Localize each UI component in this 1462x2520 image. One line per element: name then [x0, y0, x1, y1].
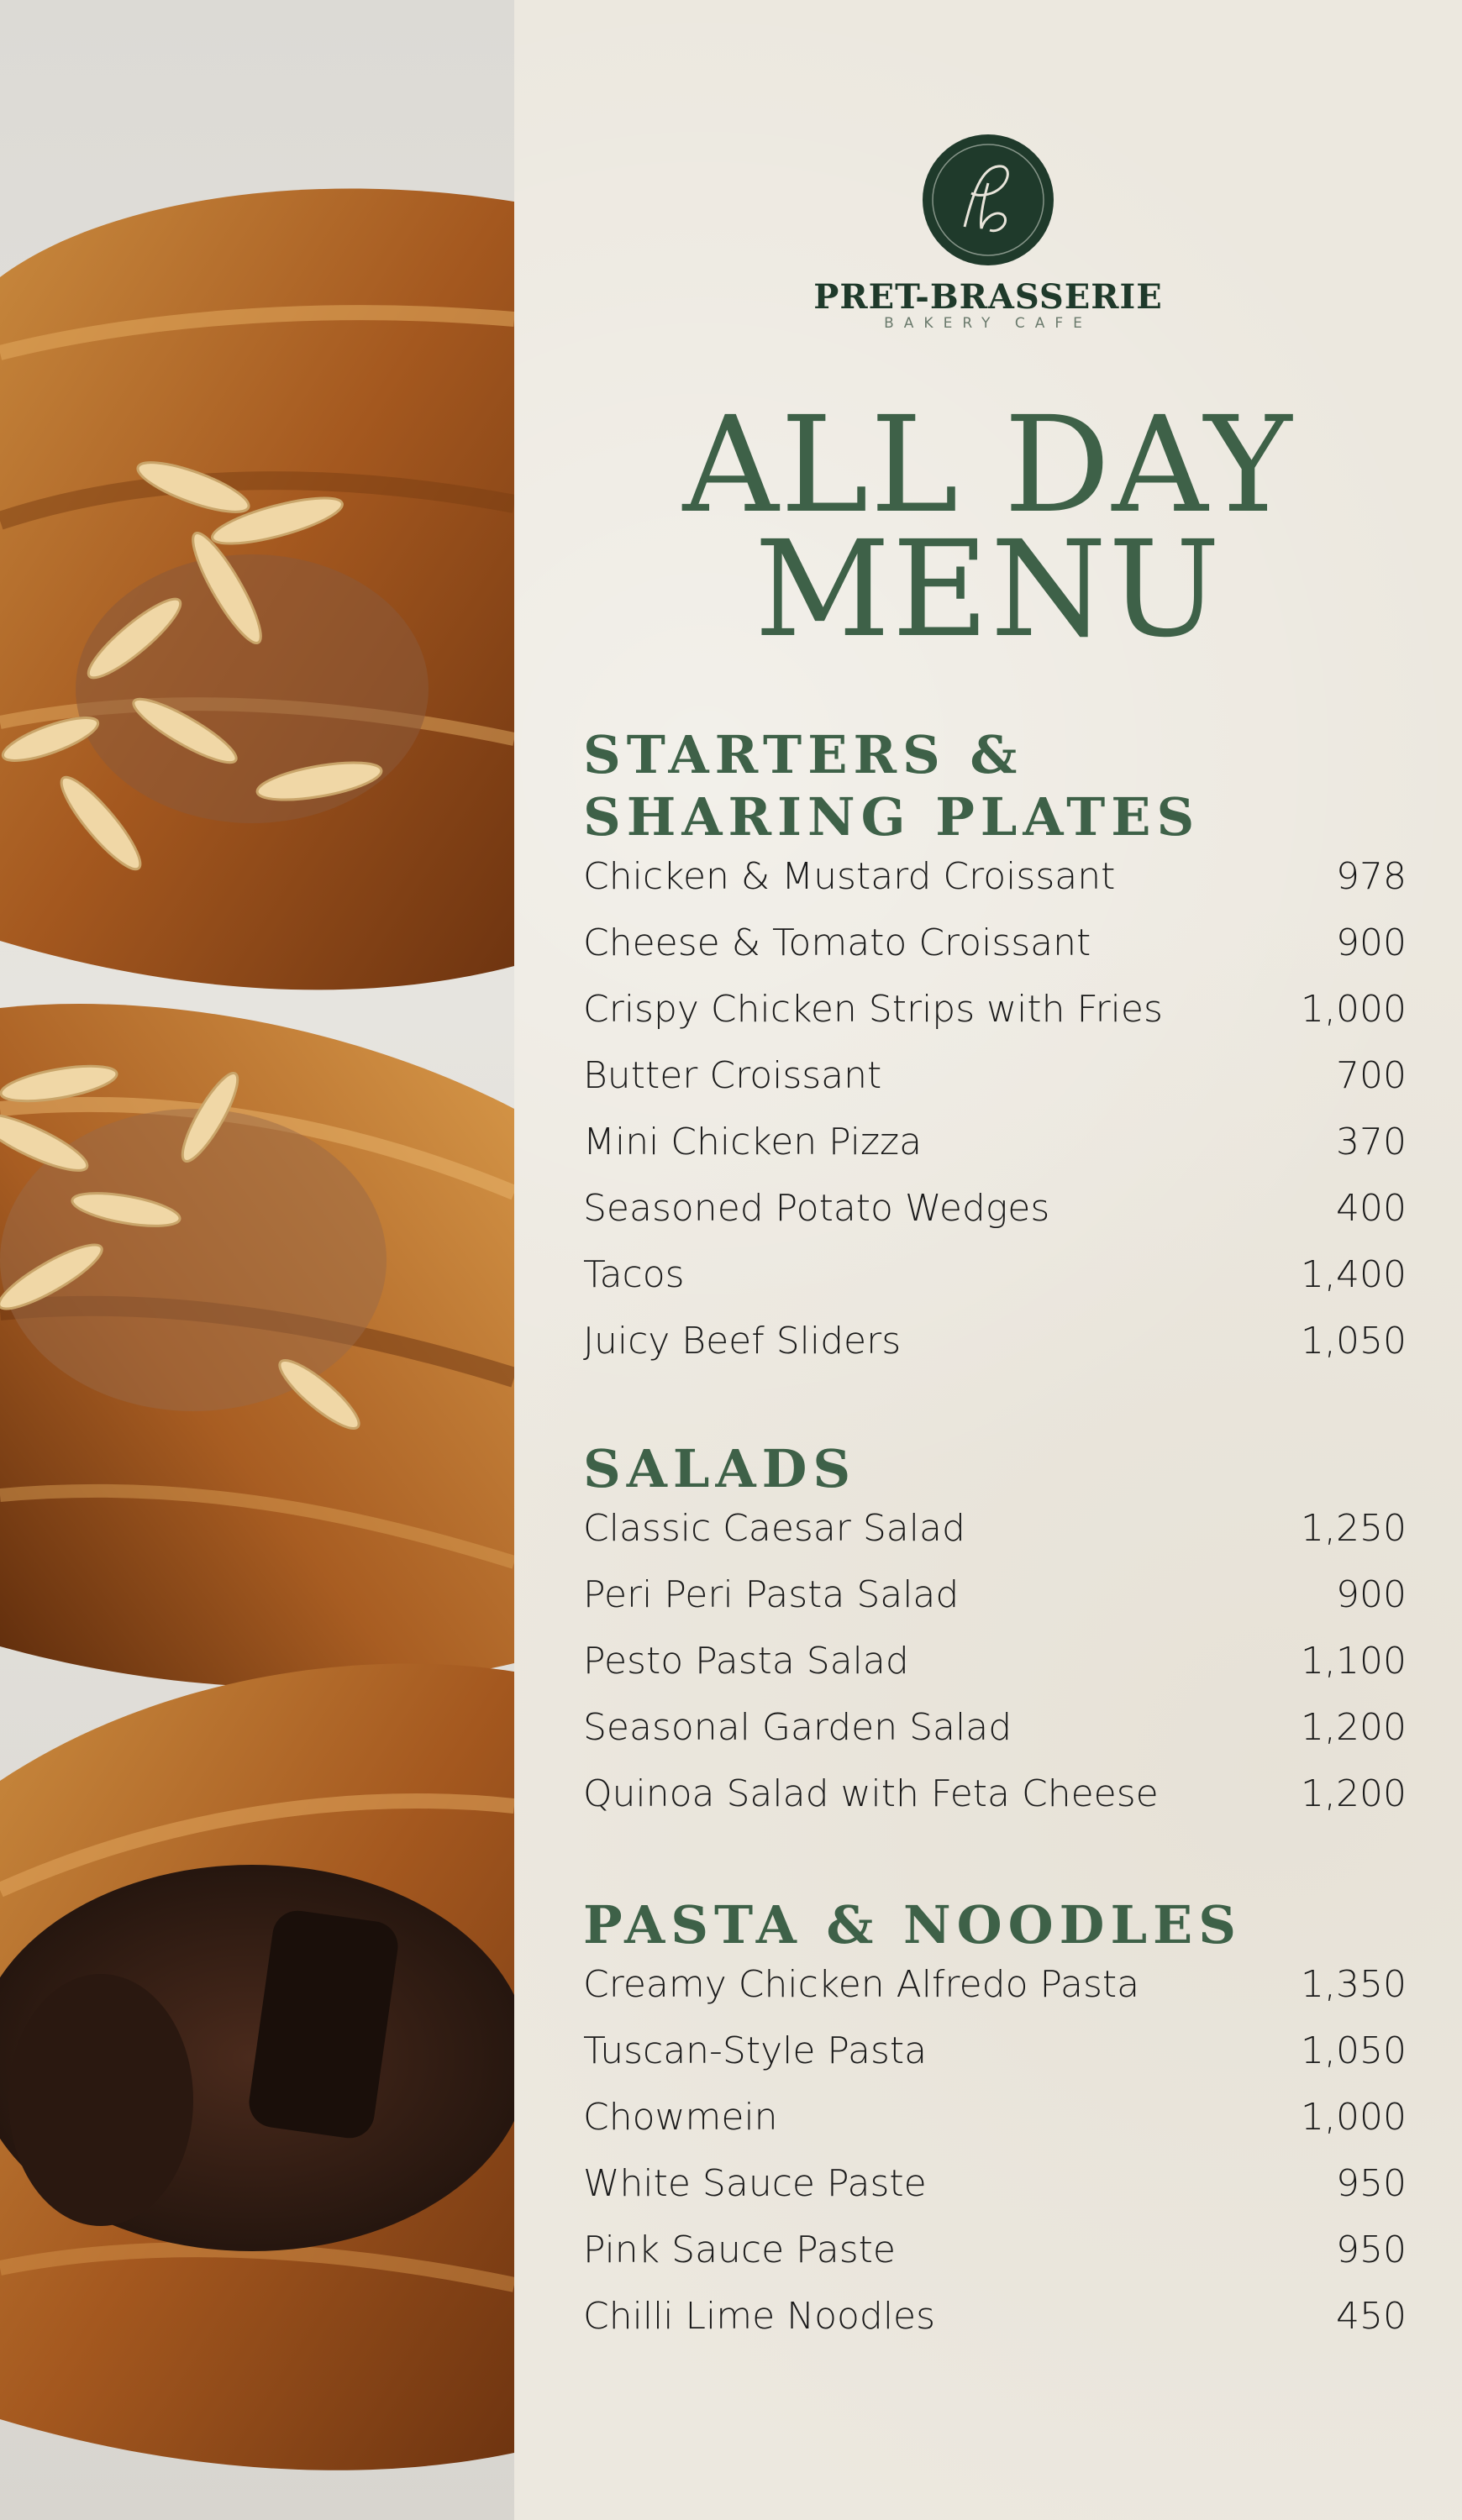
item-name: Peri Peri Pasta Salad	[583, 1573, 960, 1616]
item-price: 450	[1336, 2295, 1407, 2338]
item-price: 1,200	[1301, 1772, 1407, 1815]
menu-item	[583, 1772, 1407, 1839]
item-name: Juicy Beef Sliders	[583, 1320, 902, 1362]
item-list	[583, 1507, 1407, 1839]
item-name: Seasonal Garden Salad	[583, 1706, 1012, 1749]
section-title	[583, 724, 1407, 848]
section-starters	[583, 724, 1407, 1386]
item-list	[583, 855, 1407, 1386]
item-name: Butter Croissant	[583, 1054, 882, 1097]
item-price: 1,000	[1301, 2096, 1407, 2139]
brand-name: PRET-BRASSERIE	[813, 277, 1163, 317]
item-price: 1,000	[1301, 988, 1407, 1031]
item-name: Quinoa Salad with Feta Cheese	[583, 1772, 1159, 1815]
section-title-line-1: SALADS	[583, 1438, 857, 1499]
item-name: Crispy Chicken Strips with Fries	[583, 988, 1163, 1031]
menu-item	[583, 2295, 1407, 2361]
item-name: Chicken & Mustard Croissant	[583, 855, 1116, 898]
brand-logo	[514, 134, 1462, 332]
page-title	[514, 388, 1462, 667]
item-price: 900	[1336, 921, 1407, 964]
item-name: Chowmein	[583, 2096, 778, 2139]
monogram-icon	[923, 134, 1054, 265]
menu-item	[583, 988, 1407, 1054]
title-line-1: ALL DAY	[682, 388, 1294, 543]
section-title	[583, 1894, 1407, 1956]
menu-item	[583, 1054, 1407, 1121]
item-price: 1,200	[1301, 1706, 1407, 1749]
menu-item	[583, 921, 1407, 988]
item-name: Tuscan-Style Pasta	[583, 2029, 928, 2072]
menu-item	[583, 1706, 1407, 1772]
section-title-line-2: SHARING PLATES	[583, 786, 1201, 848]
menu-item	[583, 1253, 1407, 1320]
item-price: 700	[1336, 1054, 1407, 1097]
item-price: 400	[1336, 1187, 1407, 1230]
menu-item	[583, 855, 1407, 921]
item-name: Cheese & Tomato Croissant	[583, 921, 1091, 964]
item-name: Mini Chicken Pizza	[583, 1121, 923, 1163]
logo-badge	[923, 134, 1054, 265]
item-price: 1,100	[1301, 1640, 1407, 1683]
title-line-2: MENU	[754, 512, 1223, 667]
item-price: 1,350	[1301, 1963, 1407, 2006]
item-price: 1,050	[1301, 2029, 1407, 2072]
menu-item	[583, 1507, 1407, 1573]
item-price: 1,050	[1301, 1320, 1407, 1362]
section-salads	[583, 1438, 1407, 1839]
menu-item	[583, 2229, 1407, 2295]
section-title-line-1: PASTA & NOODLES	[583, 1894, 1243, 1956]
section-pasta-noodles	[583, 1894, 1407, 2361]
item-name: Tacos	[583, 1253, 685, 1296]
menu-item	[583, 1963, 1407, 2029]
menu-item	[583, 1640, 1407, 1706]
pastry-photo	[0, 0, 514, 2520]
section-title-line-1: STARTERS &	[583, 724, 1023, 785]
menu-item	[583, 1320, 1407, 1386]
menu-item	[583, 2029, 1407, 2096]
item-name: Classic Caesar Salad	[583, 1507, 965, 1550]
menu-item	[583, 2096, 1407, 2162]
menu-item	[583, 2162, 1407, 2229]
menu-item	[583, 1121, 1407, 1187]
item-price: 1,250	[1301, 1507, 1407, 1550]
item-price: 900	[1336, 1573, 1407, 1616]
item-price: 950	[1336, 2162, 1407, 2205]
item-price: 1,400	[1301, 1253, 1407, 1296]
item-name: Chilli Lime Noodles	[583, 2295, 936, 2338]
item-list	[583, 1963, 1407, 2361]
brand-subtitle: BAKERY CAFE	[884, 315, 1092, 332]
menu-panel	[514, 0, 1462, 2520]
item-price: 978	[1336, 855, 1407, 898]
item-name: Seasoned Potato Wedges	[583, 1187, 1050, 1230]
item-name: Pink Sauce Paste	[583, 2229, 896, 2271]
item-price: 370	[1336, 1121, 1407, 1163]
menu-item	[583, 1187, 1407, 1253]
menu-item	[583, 1573, 1407, 1640]
item-price: 950	[1336, 2229, 1407, 2271]
item-name: White Sauce Paste	[583, 2162, 927, 2205]
section-title	[583, 1438, 1407, 1500]
croissant-illustration	[0, 0, 514, 2520]
item-name: Pesto Pasta Salad	[583, 1640, 909, 1683]
item-name: Creamy Chicken Alfredo Pasta	[583, 1963, 1140, 2006]
